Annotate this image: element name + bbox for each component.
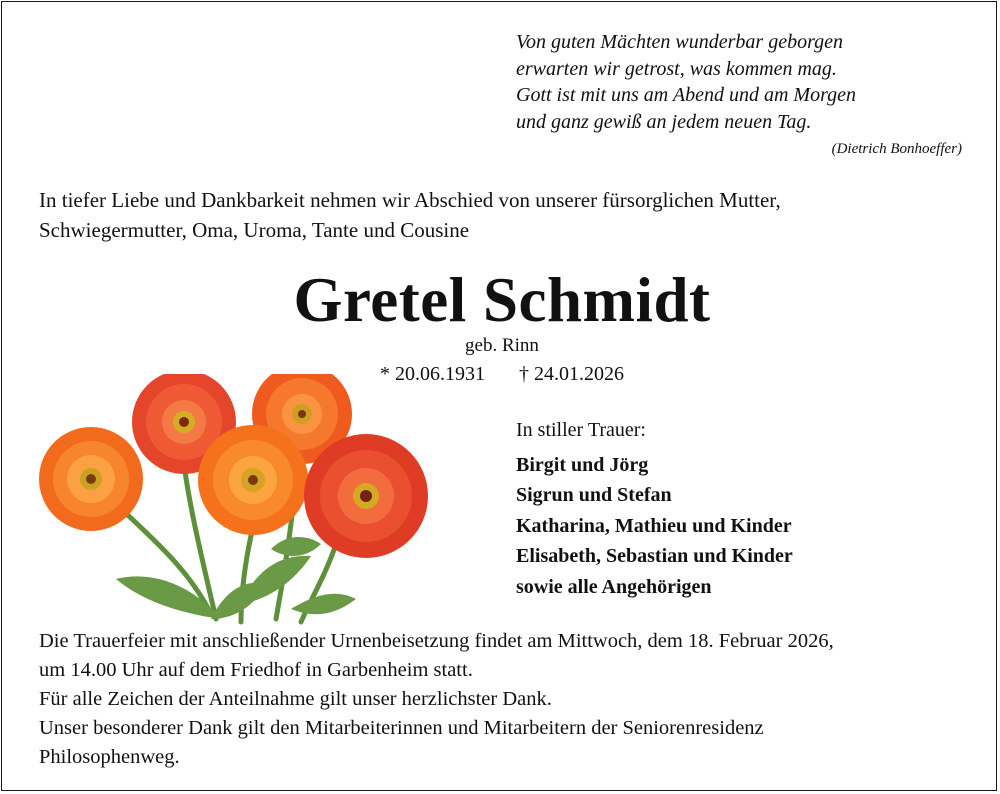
mourner-name: sowie alle Angehörigen: [516, 575, 712, 598]
mourners-list: [516, 415, 793, 602]
mourner-name: Birgit und Jörg: [516, 453, 649, 476]
closing-line: Die Trauerfeier mit anschließender Urnenbeisetzung findet am Mittwoch, dem 18. Februar 2026,: [39, 630, 834, 652]
closing-line: Für alle Zeichen der Anteilnahme gilt unser herzlichster Dank.: [39, 688, 552, 710]
deceased-name: Gretel Schmidt: [293, 265, 711, 335]
birth-date: * 20.06.1931: [380, 363, 485, 385]
closing-line: um 14.00 Uhr auf dem Friedhof in Garbenheim statt.: [39, 659, 473, 681]
poem-author: (Dietrich Bonhoeffer): [831, 141, 962, 157]
intro-text: [39, 185, 979, 245]
intro-line: Schwiegermutter, Oma, Uroma, Tante und Cousine: [39, 218, 470, 242]
closing-line: Philosophenweg.: [39, 746, 180, 768]
mourner-name: Sigrun und Stefan: [516, 484, 672, 506]
funeral-details: [39, 627, 979, 772]
mourners-heading: In stiller Trauer:: [516, 419, 646, 441]
poem-line: erwarten wir getrost, was kommen mag.: [516, 57, 837, 80]
zinnia-bouquet-image: [36, 374, 436, 626]
poem-line: Gott ist mit uns am Abend und am Morgen: [516, 84, 856, 106]
maiden-name: geb. Rinn: [465, 335, 539, 356]
mourner-name: Elisabeth, Sebastian und Kinder: [516, 545, 793, 567]
poem-line: und ganz gewiß an jedem neuen Tag.: [516, 110, 812, 133]
poem-quote: [516, 29, 976, 135]
mourner-name: Katharina, Mathieu und Kinder: [516, 514, 792, 537]
obituary-notice: [1, 1, 997, 791]
death-date: † 24.01.2026: [519, 363, 624, 385]
poem-line: Von guten Mächten wunderbar geborgen: [516, 31, 843, 53]
intro-line: In tiefer Liebe und Dankbarkeit nehmen wir Abschied von unserer fürsorglichen Mutter,: [39, 188, 781, 212]
closing-line: Unser besonderer Dank gilt den Mitarbeiterinnen und Mitarbeitern der Seniorenresidenz: [39, 717, 764, 739]
